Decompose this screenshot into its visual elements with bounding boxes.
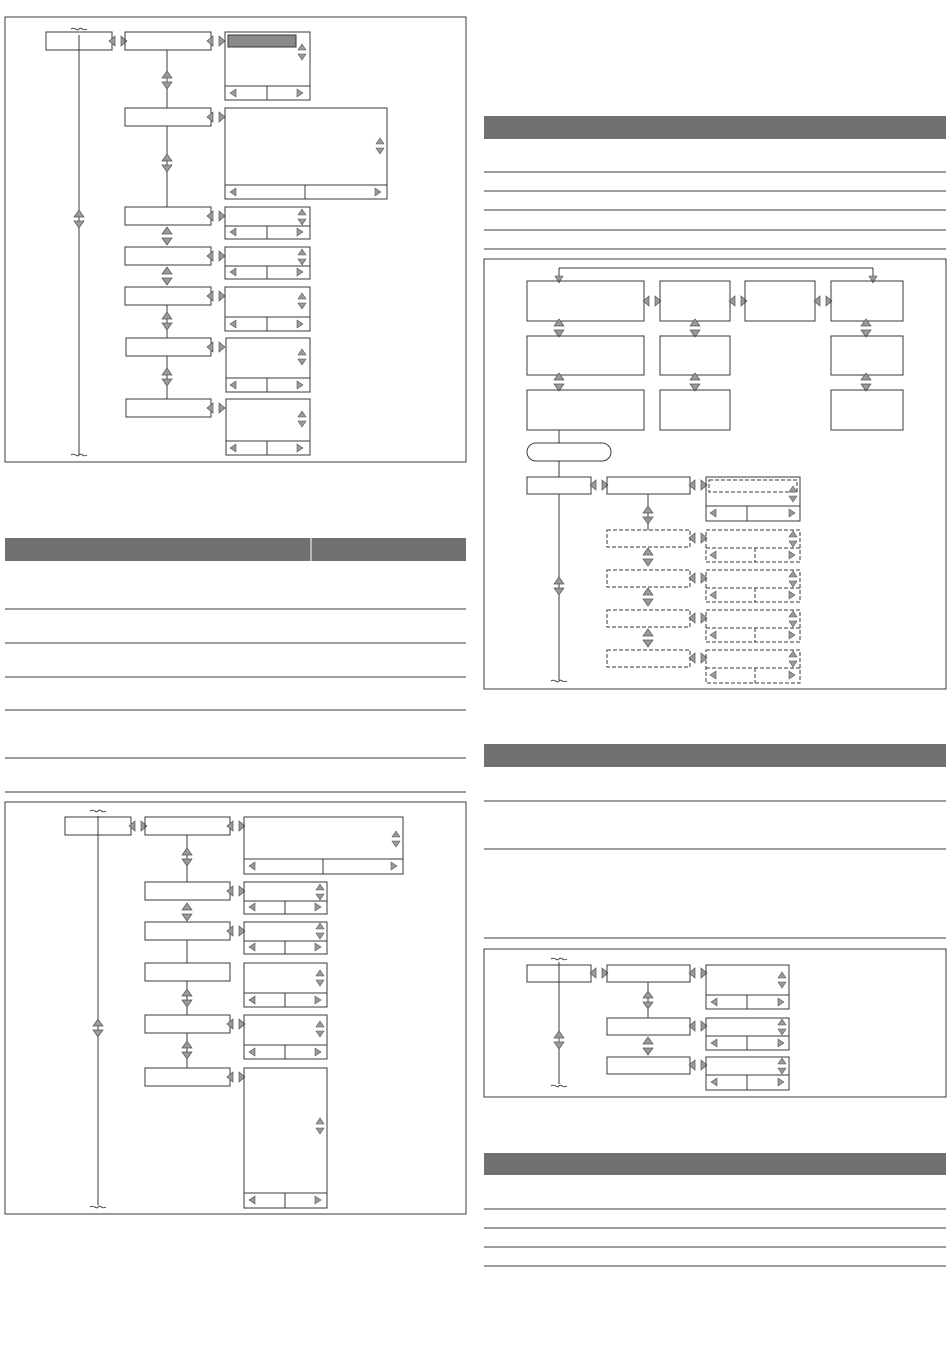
menu-tree-diagram-right-top (484, 259, 946, 689)
left-upper-table (5, 538, 466, 792)
right-middle-table (484, 744, 946, 938)
right-bottom-table (484, 1153, 946, 1266)
right-top-table (484, 116, 946, 249)
menu-tree-diagram-bottom-left (5, 802, 466, 1214)
menu-tree-diagram-right-bottom (484, 949, 946, 1097)
menu-tree-diagram-top-left (5, 17, 466, 462)
